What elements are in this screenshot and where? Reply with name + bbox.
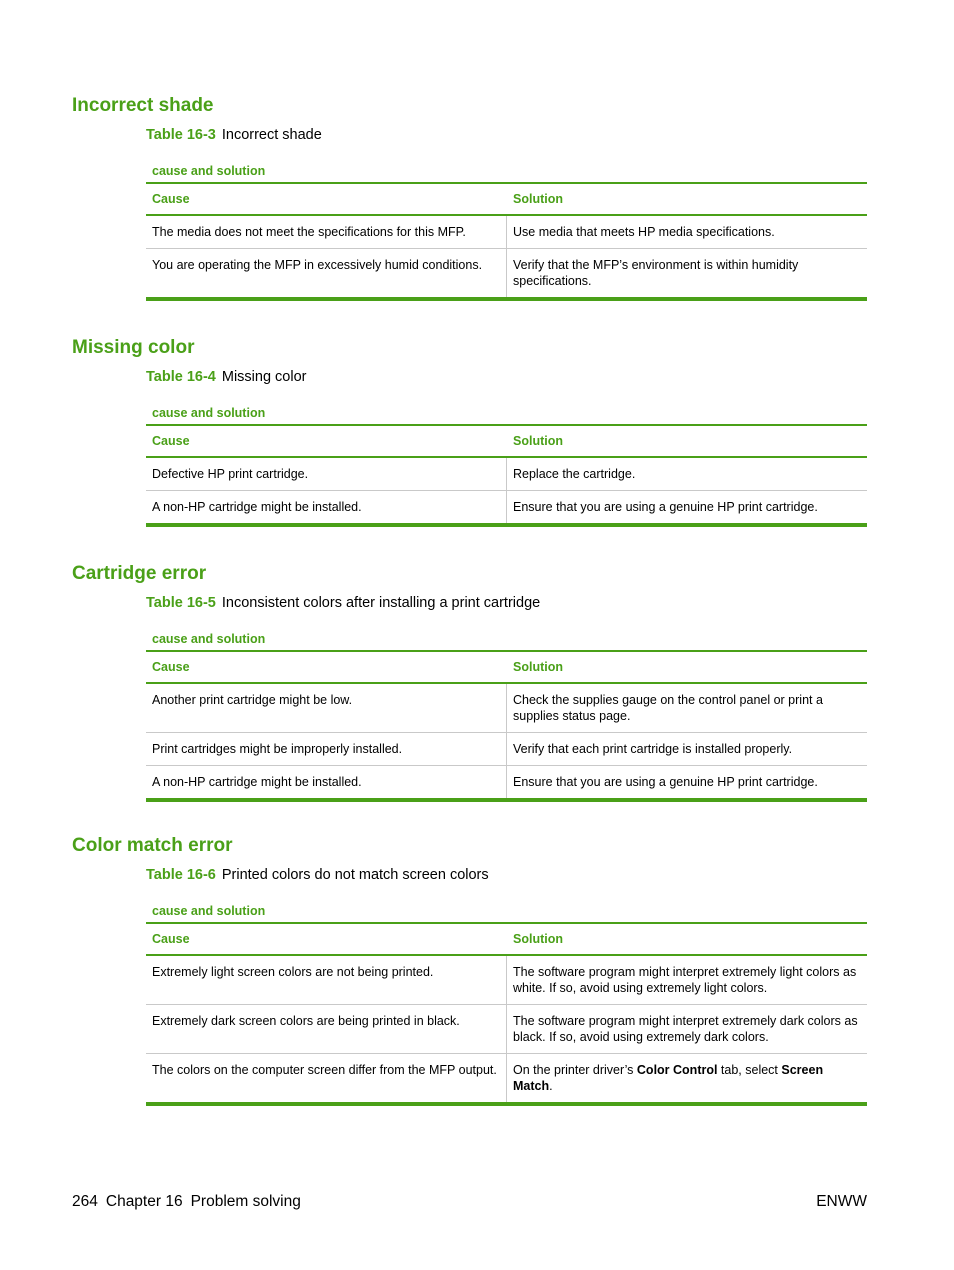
table-label: cause and solution bbox=[152, 406, 266, 420]
page-footer-right: ENWW bbox=[816, 1193, 867, 1210]
solution-text: . bbox=[549, 1079, 553, 1093]
solution-cell bbox=[506, 1054, 867, 1102]
color-control-tab-name: Color Control bbox=[636, 1063, 718, 1077]
header-cause: Cause bbox=[152, 434, 190, 448]
solution-cell: The software program might interpret extremely dark colors as black. If so, avoid using extremely dark colors. bbox=[506, 1005, 867, 1053]
table-label: cause and solution bbox=[152, 904, 266, 918]
cause-solution-table bbox=[146, 424, 867, 527]
header-solution: Solution bbox=[506, 184, 867, 214]
cause-solution-table bbox=[146, 650, 867, 802]
table-row bbox=[146, 956, 867, 1004]
cause-solution-table bbox=[146, 182, 867, 301]
table-header-row bbox=[146, 426, 867, 458]
table-row bbox=[146, 765, 867, 798]
table-row bbox=[146, 684, 867, 732]
table-title: Inconsistent colors after installing a print cartridge bbox=[221, 595, 541, 611]
solution-cell: Verify that each print cartridge is installed properly. bbox=[506, 733, 867, 765]
cause-cell: Extremely light screen colors are not being printed. bbox=[152, 965, 434, 979]
table-row bbox=[146, 458, 867, 490]
header-solution: Solution bbox=[506, 924, 867, 954]
cause-cell: You are operating the MFP in excessively humid conditions. bbox=[152, 258, 483, 272]
table-header-row bbox=[146, 184, 867, 216]
section-heading: Missing color bbox=[72, 337, 195, 358]
section-heading: Incorrect shade bbox=[72, 95, 214, 116]
table-caption bbox=[146, 594, 540, 612]
cause-cell: Another print cartridge might be low. bbox=[152, 693, 353, 707]
solution-cell: Ensure that you are using a genuine HP print cartridge. bbox=[506, 766, 867, 798]
header-cause: Cause bbox=[152, 192, 190, 206]
table-number: Table 16-5 bbox=[146, 595, 216, 611]
table-header-row bbox=[146, 652, 867, 684]
cause-cell: Print cartridges might be improperly installed. bbox=[152, 742, 403, 756]
table-row bbox=[146, 248, 867, 297]
table-number: Table 16-4 bbox=[146, 369, 216, 385]
header-cause: Cause bbox=[152, 660, 190, 674]
header-solution: Solution bbox=[506, 426, 867, 456]
table-caption bbox=[146, 368, 306, 386]
solution-cell: Verify that the MFP’s environment is within humidity specifications. bbox=[506, 249, 867, 297]
cause-solution-table bbox=[146, 922, 867, 1106]
page-footer-left bbox=[72, 1193, 309, 1211]
table-row bbox=[146, 732, 867, 765]
table-row bbox=[146, 216, 867, 248]
table-title: Printed colors do not match screen colors bbox=[221, 867, 489, 883]
solution-cell: Check the supplies gauge on the control panel or print a supplies status page. bbox=[506, 684, 867, 732]
cause-cell: Extremely dark screen colors are being printed in black. bbox=[152, 1014, 460, 1028]
table-row bbox=[146, 1053, 867, 1102]
solution-text: tab, select bbox=[717, 1063, 782, 1077]
table-label: cause and solution bbox=[152, 632, 266, 646]
table-number: Table 16-6 bbox=[146, 867, 216, 883]
page-number: 264 bbox=[72, 1193, 98, 1210]
table-label: cause and solution bbox=[152, 164, 266, 178]
header-cause: Cause bbox=[152, 932, 190, 946]
table-title: Incorrect shade bbox=[221, 127, 322, 143]
cause-cell: The media does not meet the specifications for this MFP. bbox=[152, 225, 466, 239]
table-title: Missing color bbox=[221, 369, 307, 385]
table-caption bbox=[146, 126, 322, 144]
cause-cell: A non-HP cartridge might be installed. bbox=[152, 775, 362, 789]
table-row bbox=[146, 490, 867, 523]
cause-cell: The colors on the computer screen differ from the MFP output. bbox=[152, 1063, 497, 1077]
solution-cell: The software program might interpret extremely light colors as white. If so, avoid using extremely light colors. bbox=[506, 956, 867, 1004]
table-number: Table 16-3 bbox=[146, 127, 216, 143]
header-solution: Solution bbox=[506, 652, 867, 682]
section-heading: Color match error bbox=[72, 835, 233, 856]
solution-cell: Replace the cartridge. bbox=[506, 458, 867, 490]
table-header-row bbox=[146, 924, 867, 956]
solution-cell: Use media that meets HP media specifications. bbox=[506, 216, 867, 248]
table-row bbox=[146, 1004, 867, 1053]
chapter-title: Problem solving bbox=[190, 1193, 301, 1210]
screen-match-option-name: Screen Match bbox=[513, 1063, 824, 1093]
section-heading: Cartridge error bbox=[72, 563, 207, 584]
cause-cell: Defective HP print cartridge. bbox=[152, 467, 309, 481]
cause-cell: A non-HP cartridge might be installed. bbox=[152, 500, 362, 514]
chapter-label: Chapter 16 bbox=[105, 1193, 183, 1210]
solution-cell: Ensure that you are using a genuine HP print cartridge. bbox=[506, 491, 867, 523]
table-caption bbox=[146, 866, 489, 884]
solution-text: On the printer driver’s bbox=[513, 1063, 637, 1077]
